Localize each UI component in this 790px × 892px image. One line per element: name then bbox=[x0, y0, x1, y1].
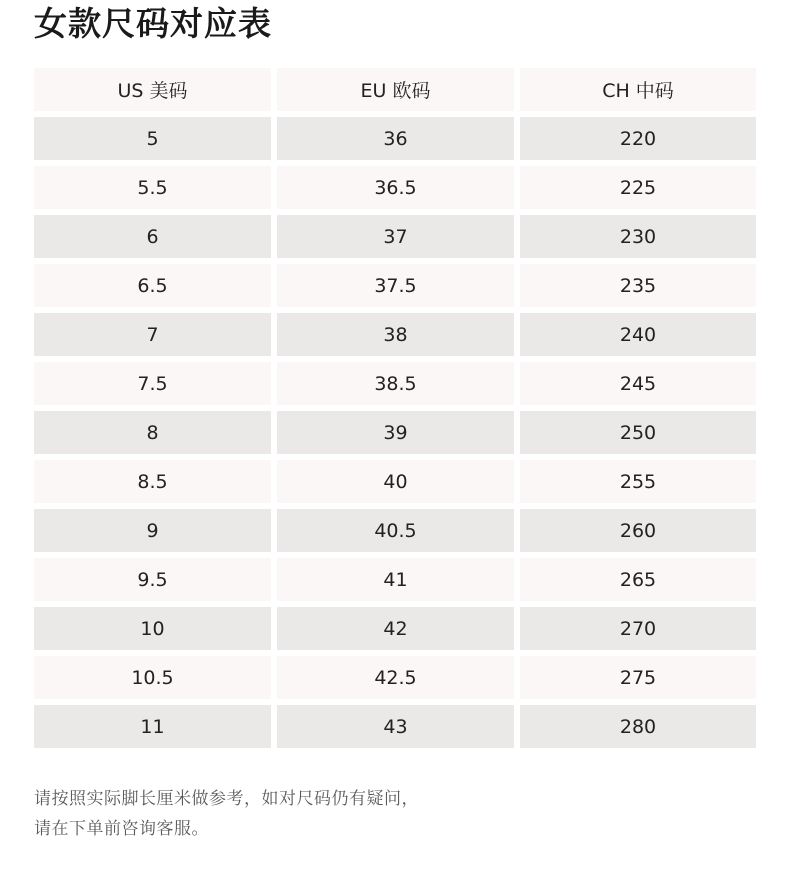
table-row bbox=[34, 558, 756, 601]
eu-size-cell: 40.5 bbox=[277, 509, 514, 552]
header-ch-size: CH 中码 bbox=[520, 68, 756, 111]
ch-size-cell: 280 bbox=[520, 705, 756, 748]
table-row bbox=[34, 607, 756, 650]
us-size-cell: 8.5 bbox=[34, 460, 271, 503]
eu-size-cell: 36.5 bbox=[277, 166, 514, 209]
eu-size-cell: 37 bbox=[277, 215, 514, 258]
table-row bbox=[34, 411, 756, 454]
eu-size-cell: 37.5 bbox=[277, 264, 514, 307]
ch-size-cell: 240 bbox=[520, 313, 756, 356]
ch-size-cell: 265 bbox=[520, 558, 756, 601]
eu-size-cell: 42.5 bbox=[277, 656, 514, 699]
ch-size-cell: 230 bbox=[520, 215, 756, 258]
size-chart-table bbox=[34, 68, 756, 748]
table-row bbox=[34, 509, 756, 552]
us-size-cell: 8 bbox=[34, 411, 271, 454]
us-size-cell: 10.5 bbox=[34, 656, 271, 699]
us-size-cell: 11 bbox=[34, 705, 271, 748]
table-header-row bbox=[34, 68, 756, 111]
table-row bbox=[34, 264, 756, 307]
table-row bbox=[34, 166, 756, 209]
ch-size-cell: 225 bbox=[520, 166, 756, 209]
eu-size-cell: 38.5 bbox=[277, 362, 514, 405]
table-row bbox=[34, 656, 756, 699]
us-size-cell: 5 bbox=[34, 117, 271, 160]
ch-size-cell: 245 bbox=[520, 362, 756, 405]
table-row bbox=[34, 705, 756, 748]
us-size-cell: 9 bbox=[34, 509, 271, 552]
eu-size-cell: 41 bbox=[277, 558, 514, 601]
eu-size-cell: 36 bbox=[277, 117, 514, 160]
us-size-cell: 7.5 bbox=[34, 362, 271, 405]
table-row bbox=[34, 215, 756, 258]
note-line-1: 请按照实际脚长厘米做参考，如对尺码仍有疑问， bbox=[34, 789, 419, 809]
table-body bbox=[34, 117, 756, 748]
table-row bbox=[34, 362, 756, 405]
size-advice-note bbox=[34, 784, 419, 844]
ch-size-cell: 275 bbox=[520, 656, 756, 699]
eu-size-cell: 39 bbox=[277, 411, 514, 454]
table-row bbox=[34, 313, 756, 356]
ch-size-cell: 235 bbox=[520, 264, 756, 307]
us-size-cell: 6 bbox=[34, 215, 271, 258]
ch-size-cell: 255 bbox=[520, 460, 756, 503]
eu-size-cell: 42 bbox=[277, 607, 514, 650]
us-size-cell: 9.5 bbox=[34, 558, 271, 601]
us-size-cell: 7 bbox=[34, 313, 271, 356]
eu-size-cell: 40 bbox=[277, 460, 514, 503]
eu-size-cell: 43 bbox=[277, 705, 514, 748]
ch-size-cell: 250 bbox=[520, 411, 756, 454]
header-us-size: US 美码 bbox=[34, 68, 271, 111]
eu-size-cell: 38 bbox=[277, 313, 514, 356]
ch-size-cell: 270 bbox=[520, 607, 756, 650]
page-title: 女款尺码对应表 bbox=[34, 4, 272, 43]
table-row bbox=[34, 117, 756, 160]
us-size-cell: 6.5 bbox=[34, 264, 271, 307]
table-row bbox=[34, 460, 756, 503]
us-size-cell: 5.5 bbox=[34, 166, 271, 209]
ch-size-cell: 260 bbox=[520, 509, 756, 552]
note-line-2: 请在下单前咨询客服。 bbox=[34, 819, 209, 839]
us-size-cell: 10 bbox=[34, 607, 271, 650]
header-eu-size: EU 欧码 bbox=[277, 68, 514, 111]
ch-size-cell: 220 bbox=[520, 117, 756, 160]
